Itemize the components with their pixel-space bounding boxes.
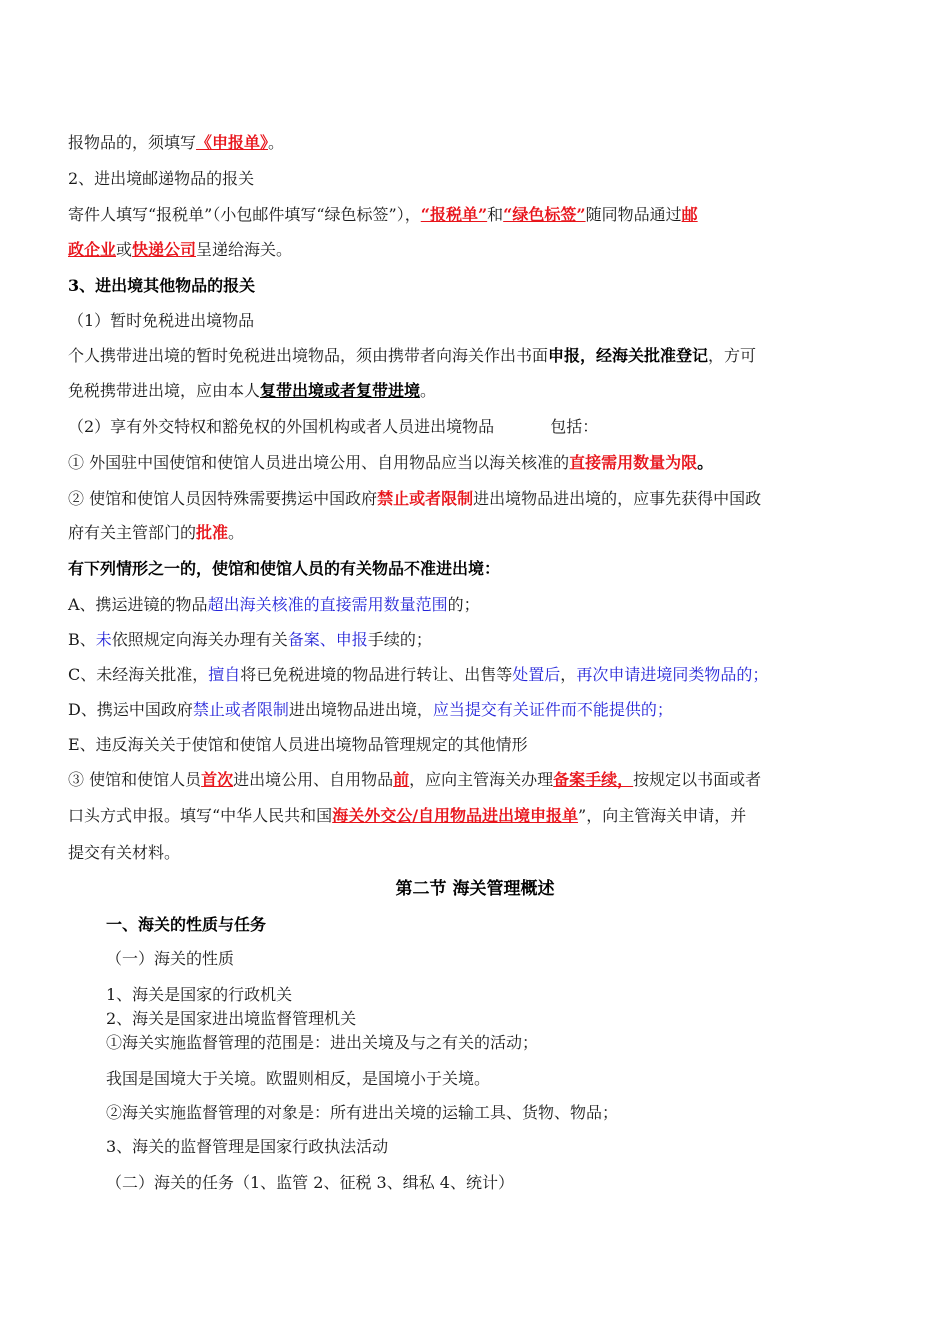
heading-1: 一、海关的性质与任务 <box>106 915 267 934</box>
text: B、 <box>68 630 96 649</box>
text: 包括： <box>550 417 599 436</box>
highlight-blue: 禁止或者限制 <box>192 700 289 719</box>
highlight-red: 首次 <box>201 770 234 789</box>
heading-2: （二）海关的任务（1、监管 2、征税 3、缉私 4、统计） <box>106 1173 514 1192</box>
subheading: 3、进出境其他物品的报关 <box>68 276 256 295</box>
text: 的； <box>447 595 480 614</box>
highlight-red: 快递公司 <box>132 240 197 259</box>
list-item: E、违反海关关于使馆和使馆人员进出境物品管理规定的其他情形 <box>68 735 528 754</box>
highlight-red: 邮 <box>681 205 698 224</box>
text: 进出境物品进出境， <box>288 700 433 719</box>
text: ， <box>560 665 577 684</box>
text: 报物品的，须填写 <box>68 133 197 152</box>
paragraph-line: ②海关实施监督管理的对象是：所有进出关境的运输工具、货物、物品； <box>106 1103 619 1122</box>
paragraph-line <box>68 204 858 226</box>
paragraph-line <box>68 452 858 474</box>
text: 进出境物品进出境的，应事先获得中国政 <box>473 489 762 508</box>
text: ② 使馆和使馆人员因特殊需要携运中国政府 <box>68 489 378 508</box>
highlight-red: “报税单” <box>420 205 488 224</box>
highlight-blue: 备案、申报 <box>287 630 368 649</box>
paragraph-line: （1）暂时免税进出境物品 <box>68 311 255 330</box>
highlight-red: 备案手续， <box>553 770 634 789</box>
list-item <box>68 699 858 721</box>
paragraph-line <box>68 488 858 510</box>
text: 。 <box>268 133 285 152</box>
text: 府有关主管部门的 <box>68 523 197 542</box>
paragraph-line: ①海关实施监督管理的范围是：进出关境及与之有关的活动； <box>106 1033 539 1052</box>
highlight-blue: 应当提交有关证件而不能提供的； <box>432 700 673 719</box>
text: A、携运进镜的物品 <box>68 595 208 614</box>
highlight-red: 政企业 <box>68 240 117 259</box>
list-item <box>68 664 858 686</box>
text: ，应向主管海关办理 <box>409 770 554 789</box>
text: 和 <box>487 205 504 224</box>
highlight-red: “绿色标签” <box>503 205 586 224</box>
heading-2: （一）海关的性质 <box>106 949 235 968</box>
text: ”，向主管海关申请，并 <box>578 806 747 825</box>
highlight-red: 前 <box>393 770 410 789</box>
paragraph-line <box>68 769 858 791</box>
bold-underline-text: 复带出境或者复带进境 <box>260 381 421 400</box>
text: 按规定以书面或者 <box>633 770 762 789</box>
paragraph-line <box>68 522 858 544</box>
text: 。 <box>228 523 245 542</box>
paragraph-line <box>68 132 858 154</box>
text: 口头方式申报。填写“中华人民共和国 <box>68 806 333 825</box>
paragraph-line: 提交有关材料。 <box>68 843 181 862</box>
paragraph-line <box>68 239 858 261</box>
text: 免税携带进出境，应由本人 <box>68 381 261 400</box>
paragraph-line: 3、海关的监督管理是国家行政执法活动 <box>106 1137 389 1156</box>
text: 将已免税进境的物品进行转让、出售等 <box>240 665 513 684</box>
paragraph-line: 2、进出境邮递物品的报关 <box>68 169 255 188</box>
text: 进出境公用、自用物品 <box>233 770 394 789</box>
highlight-blue: 未 <box>95 630 112 649</box>
text: ，方可 <box>708 346 757 365</box>
text: 寄件人填写“报税单”（小包邮件填写“绿色标签”）， <box>68 205 421 224</box>
highlight-red: 直接需用数量为限 <box>569 453 698 472</box>
list-item <box>68 594 858 616</box>
paragraph-line <box>68 416 858 438</box>
highlight-red: 禁止或者限制 <box>377 489 474 508</box>
text: D、携运中国政府 <box>68 700 193 719</box>
highlight-blue: 再次申请进境同类物品的； <box>576 665 769 684</box>
paragraph-line: 1、海关是国家的行政机关 <box>106 985 293 1004</box>
text: ① 外国驻中国使馆和使馆人员进出境公用、自用物品应当以海关核准的 <box>68 453 570 472</box>
text: 。 <box>697 453 714 472</box>
text: 手续的； <box>367 630 432 649</box>
paragraph-line: 2、海关是国家进出境监督管理机关 <box>106 1009 357 1028</box>
paragraph-line <box>68 805 858 827</box>
text: 随同物品通过 <box>585 205 682 224</box>
text: （2）享有外交特权和豁免权的外国机构或者人员进出境物品 <box>68 417 495 436</box>
highlight-red: 海关外交公/自用物品进出境申报单 <box>332 806 579 825</box>
list-item <box>68 629 858 651</box>
text: ③ 使馆和使馆人员 <box>68 770 202 789</box>
paragraph-line <box>68 380 858 402</box>
highlight-blue: 超出海关核准的直接需用数量范围 <box>207 595 448 614</box>
highlight-blue: 擅自 <box>208 665 241 684</box>
text: 个人携带进出境的暂时免税进出境物品，须由携带者向海关作出书面 <box>68 346 549 365</box>
text: C、未经海关批准， <box>68 665 209 684</box>
section-title: 第二节 海关管理概述 <box>395 879 555 899</box>
text: 或 <box>116 240 133 259</box>
text: 依照规定向海关办理有关 <box>111 630 288 649</box>
highlight-red: 《申报单》 <box>196 133 269 152</box>
paragraph-line: 我国是国境大于关境。欧盟则相反，是国境小于关境。 <box>106 1069 491 1088</box>
bold-text: 申报，经海关批准登记 <box>548 346 709 365</box>
highlight-red: 批准 <box>196 523 229 542</box>
paragraph-line <box>68 345 858 367</box>
highlight-blue: 处置后 <box>512 665 561 684</box>
text: 。 <box>420 381 437 400</box>
subheading: 有下列情形之一的，使馆和使馆人员的有关物品不准进出境： <box>68 559 501 578</box>
text: 呈递给海关。 <box>196 240 293 259</box>
